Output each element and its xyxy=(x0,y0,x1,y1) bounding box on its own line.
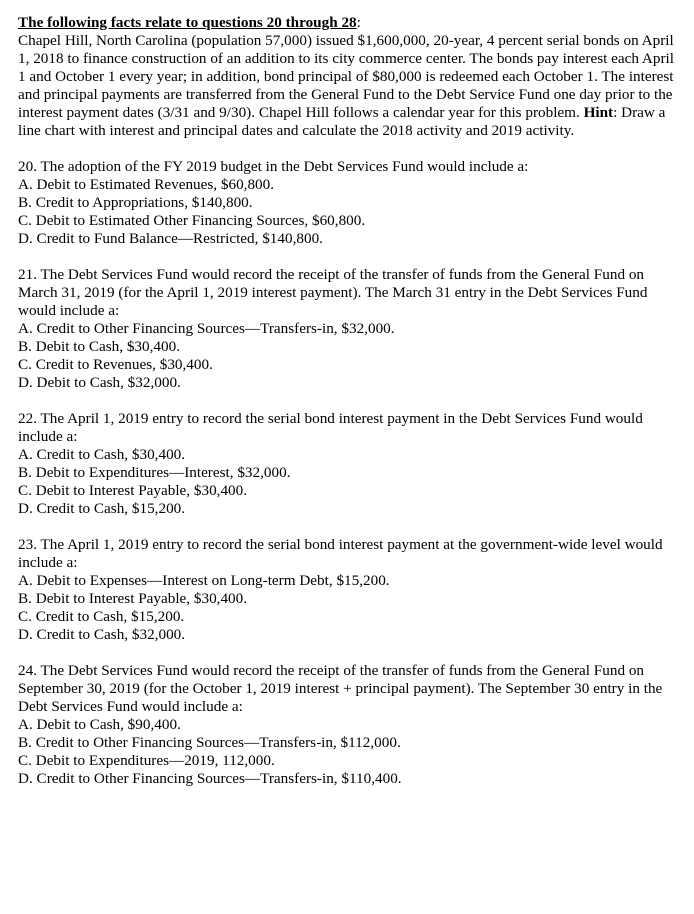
option-c: C. Credit to Revenues, $30,400. xyxy=(18,356,213,373)
option-b: B. Debit to Cash, $30,400. xyxy=(18,338,180,355)
option-d: D. Credit to Other Financing Sources—Transfers-in, $110,400. xyxy=(18,770,402,787)
question-24 xyxy=(18,662,678,788)
hint-text: : Draw a line chart with interest and principal dates and calculate the 2018 activity and 2019 activity. xyxy=(18,104,666,139)
option-b: B. Credit to Appropriations, $140,800. xyxy=(18,194,253,211)
question-stem: 24. The Debt Services Fund would record the receipt of the transfer of funds from the General Fund on September 30, 2019 (for the October 1, 2019 interest + principal payment). The September 30 entry in the Debt Services Fund would include a: xyxy=(18,662,663,715)
question-21 xyxy=(18,266,678,392)
intro-heading: The following facts relate to questions 20 through 28 xyxy=(18,14,357,31)
option-a: A. Debit to Expenses—Interest on Long-term Debt, $15,200. xyxy=(18,572,390,589)
question-stem: 20. The adoption of the FY 2019 budget in the Debt Services Fund would include a: xyxy=(18,158,529,175)
option-d: D. Credit to Fund Balance—Restricted, $140,800. xyxy=(18,230,323,247)
intro-heading-colon: : xyxy=(356,14,361,31)
option-d: D. Credit to Cash, $15,200. xyxy=(18,500,186,517)
option-b: B. Credit to Other Financing Sources—Transfers-in, $112,000. xyxy=(18,734,401,751)
option-a: A. Debit to Estimated Revenues, $60,800. xyxy=(18,176,275,193)
question-stem: 22. The April 1, 2019 entry to record the serial bond interest payment in the Debt Services Fund would include a: xyxy=(18,410,643,445)
option-a: A. Credit to Other Financing Sources—Transfers-in, $32,000. xyxy=(18,320,395,337)
document-page xyxy=(18,14,678,788)
question-stem: 23. The April 1, 2019 entry to record the serial bond interest payment at the government-wide level would include a: xyxy=(18,536,663,571)
option-a: A. Credit to Cash, $30,400. xyxy=(18,446,186,463)
option-d: D. Credit to Cash, $32,000. xyxy=(18,626,186,643)
intro-paragraph xyxy=(18,14,678,140)
question-20 xyxy=(18,158,678,248)
option-b: B. Debit to Expenditures—Interest, $32,000. xyxy=(18,464,291,481)
option-c: C. Debit to Estimated Other Financing Sources, $60,800. xyxy=(18,212,366,229)
question-23 xyxy=(18,536,678,644)
question-stem: 21. The Debt Services Fund would record the receipt of the transfer of funds from the General Fund on March 31, 2019 (for the April 1, 2019 interest payment). The March 31 entry in the Debt Services Fund would include a: xyxy=(18,266,648,319)
hint-label: Hint xyxy=(583,104,614,121)
option-c: C. Debit to Interest Payable, $30,400. xyxy=(18,482,248,499)
option-c: C. Credit to Cash, $15,200. xyxy=(18,608,185,625)
intro-text: Chapel Hill, North Carolina (population 57,000) issued $1,600,000, 20-year, 4 percent serial bonds on April 1, 2018 to finance construction of an addition to its city commerce center. The bonds pay interest each April 1 and October 1 every year; in addition, bond principal of $80,000 is redeemed each October 1. The interest and principal payments are transferred from the General Fund to the Debt Service Fund one day prior to the interest payment dates (3/31 and 9/30). Chapel Hill follows a calendar year for this problem. xyxy=(18,32,674,121)
option-c: C. Debit to Expenditures—2019, 112,000. xyxy=(18,752,275,769)
option-d: D. Debit to Cash, $32,000. xyxy=(18,374,181,391)
question-22 xyxy=(18,410,678,518)
option-b: B. Debit to Interest Payable, $30,400. xyxy=(18,590,248,607)
option-a: A. Debit to Cash, $90,400. xyxy=(18,716,181,733)
